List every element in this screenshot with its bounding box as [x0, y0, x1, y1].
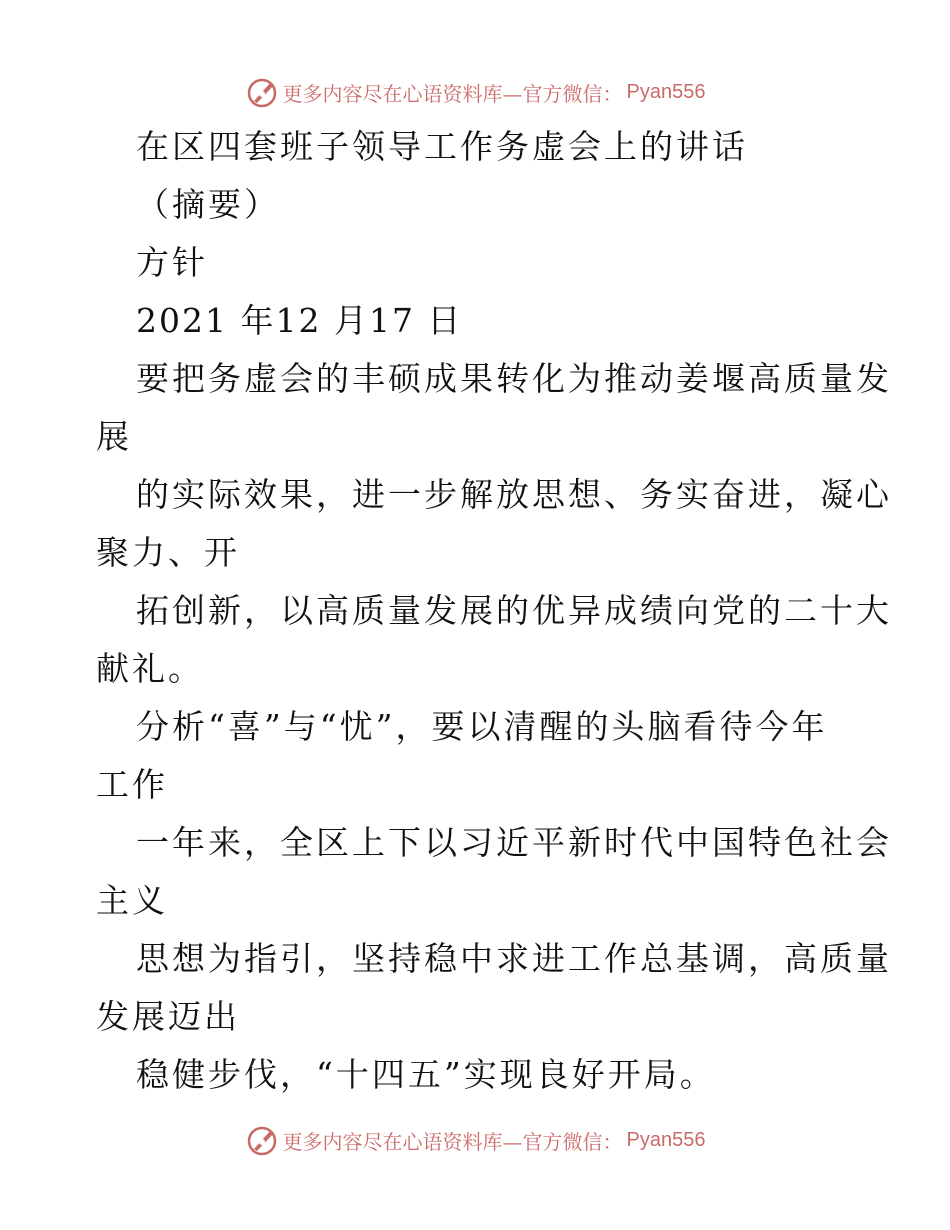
body-line: 聚力、开 [96, 533, 240, 572]
body-line: 献礼。 [96, 649, 204, 688]
body-line: 稳健步伐，“十四五”实现良好开局。 [136, 1055, 716, 1094]
document-subtitle: （摘要） [136, 185, 280, 224]
header-watermark [0, 72, 950, 112]
watermark-text: 更多内容尽在心语资料库—官方微信： [282, 1129, 623, 1154]
body-line: 思想为指引，坚持稳中求进工作总基调，高质量 [136, 939, 892, 978]
document-title: 在区四套班子领导工作务虚会上的讲话 [136, 127, 748, 166]
section-heading-cont: 工作 [96, 765, 168, 804]
body-line: 一年来，全区上下以习近平新时代中国特色社会 [136, 823, 892, 862]
body-line: 主义 [96, 881, 168, 920]
body-line: 拓创新，以高质量发展的优异成绩向党的二十大 [136, 591, 892, 630]
body-line: 要把务虚会的丰硕成果转化为推动姜堰高质量发 [136, 359, 892, 398]
body-line: 发展迈出 [96, 997, 240, 1036]
quill-seal-icon [245, 75, 279, 109]
body-line: 展 [96, 417, 132, 456]
watermark-wechat-id: Pyan556 [626, 80, 706, 103]
document-author: 方针 [136, 243, 208, 282]
document-date: 2021 年12 月17 日 [136, 301, 463, 340]
section-heading: 分析“喜”与“忧”，要以清醒的头脑看待今年 [136, 707, 828, 746]
quill-seal-icon [245, 1123, 279, 1157]
document-body [96, 118, 892, 1104]
body-line: 的实际效果，进一步解放思想、务实奋进，凝心 [136, 475, 892, 514]
watermark-wechat-id: Pyan556 [626, 1128, 706, 1151]
watermark-text: 更多内容尽在心语资料库—官方微信： [282, 81, 623, 106]
footer-watermark [0, 1120, 950, 1160]
